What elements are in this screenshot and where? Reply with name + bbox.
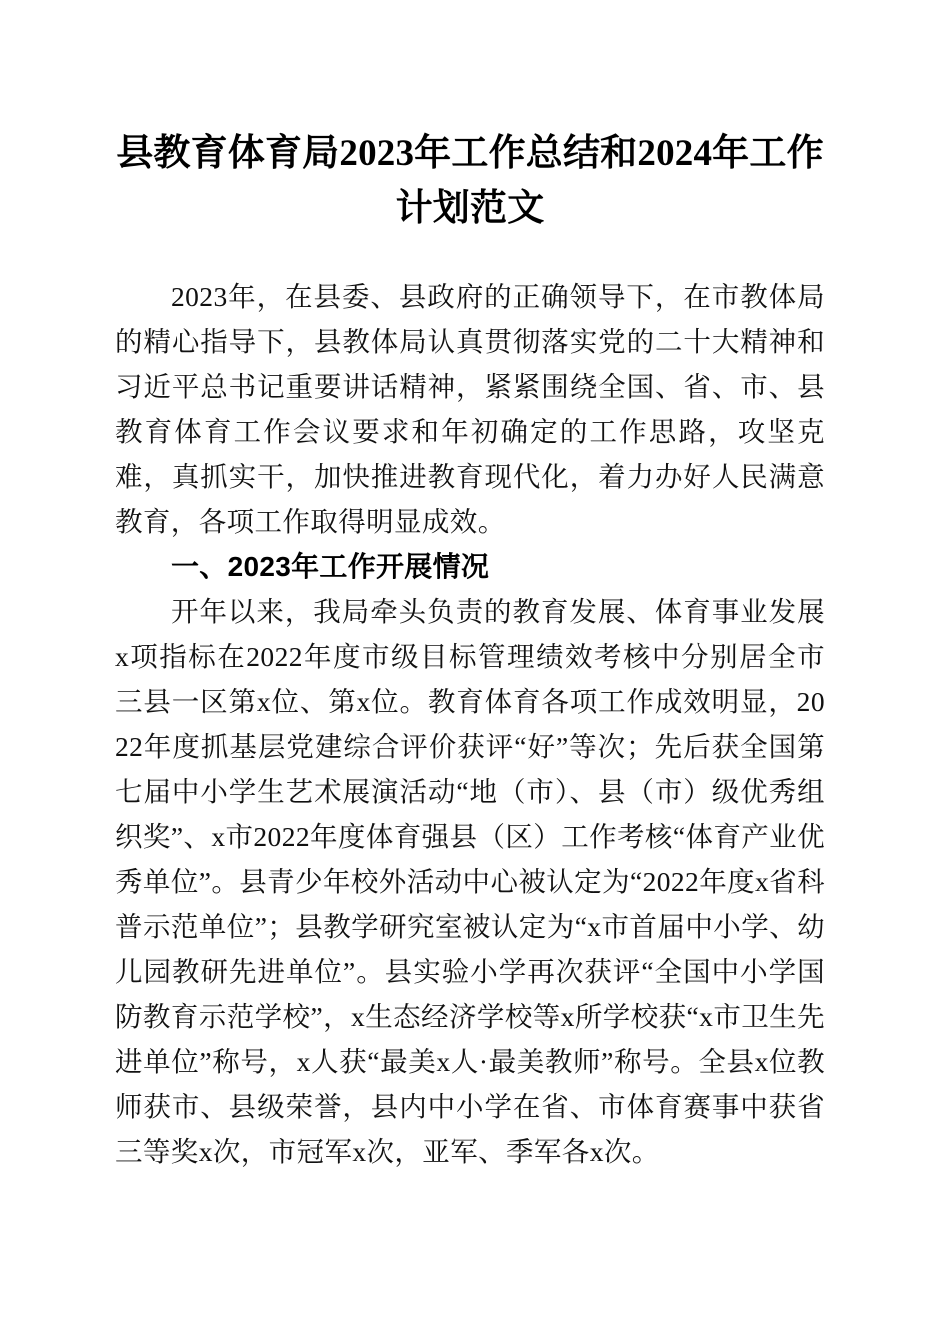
section-heading-1: 一、2023年工作开展情况 bbox=[171, 551, 490, 582]
paragraph-section-1-body: 开年以来，我局牵头负责的教育发展、体育事业发展x项指标在2022年度市级目标管理绩效考核中分别居全市三县一区第x位、第x位。教育体育各项工作成效明显，2022年度抓基层党建综合评价获评“好”等次；先后获全国第七届中小学生艺术展演活动“地（市）、县（市）级优秀组织奖”、x市2022年度体育强县（区）工作考核“体育产业优秀单位”。县青少年校外活动中心被认定为“2022年度x省科普示范单位”；县教学研究室被认定为“x市首届中小学、幼儿园教研先进单位”。县实验小学再次获评“全国中小学国防教育示范学校”，x生态经济学校等x所学校获“x市卫生先进单位”称号，x人获“最美x人·最美教师”称号。全县x位教师获市、县级荣誉，县内中小学在省、市体育赛事中获省三等奖x次，市冠军x次，亚军、季军各x次。 bbox=[115, 596, 826, 1167]
page-title: 县教育体育局2023年工作总结和2024年工作计划范文 bbox=[116, 133, 824, 229]
title-body-spacer bbox=[115, 236, 825, 274]
document-content bbox=[115, 0, 825, 1174]
paragraph-intro: 2023年，在县委、县政府的正确领导下，在市教体局的精心指导下，县教体局认真贯彻落实党的二十大精神和习近平总书记重要讲话精神，紧紧围绕全国、省、市、县教育体育工作会议要求和年初确定的工作思路，攻坚克难，真抓实干，加快推进教育现代化，着力办好人民满意教育，各项工作取得明显成效。 bbox=[115, 281, 825, 537]
